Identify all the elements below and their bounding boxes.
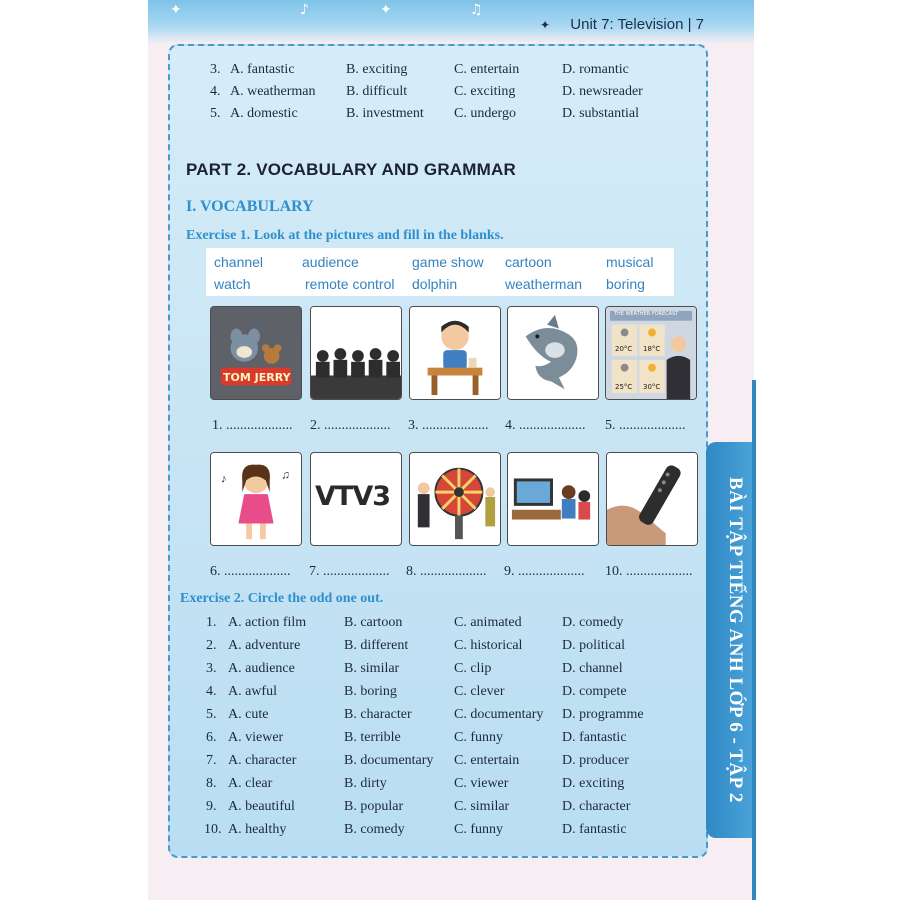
answer-blank[interactable]: 10. ................... <box>605 564 693 579</box>
picture-bored-boy <box>409 306 501 400</box>
temperature-label: 30°C <box>643 383 661 391</box>
picture-remote-control <box>606 452 698 546</box>
part-title: PART 2. VOCABULARY AND GRAMMAR <box>186 160 516 179</box>
word-item: channel <box>214 254 264 270</box>
word-item: game show <box>412 254 484 270</box>
answer-blank[interactable]: 4. ................... <box>505 418 586 433</box>
star-icon: ✦ <box>380 2 392 18</box>
tom-jerry-logo: TOM JERRY <box>223 371 291 384</box>
music-note-icon: ♪ <box>300 2 309 18</box>
word-item: dolphin <box>412 276 458 292</box>
exercise-1-title: Exercise 1. Look at the pictures and fill in the blanks. <box>186 228 504 243</box>
star-icon: ✦ <box>540 18 551 32</box>
answer-blank[interactable]: 9. ................... <box>504 564 585 579</box>
forecast-title: THE WEATHER FORECAST <box>614 311 679 317</box>
vtv3-logo: VTV3 <box>315 481 390 512</box>
temperature-label: 18°C <box>643 345 661 353</box>
side-strip <box>752 380 756 900</box>
temperature-label: 25°C <box>615 383 633 391</box>
answer-blank[interactable]: 1. ................... <box>212 418 293 433</box>
picture-weatherman <box>605 306 697 400</box>
picture-musical-girl <box>210 452 302 546</box>
word-item: boring <box>606 276 645 292</box>
answer-blank[interactable]: 5. ................... <box>605 418 686 433</box>
answer-blank[interactable]: 6. ................... <box>210 564 291 579</box>
word-item: weatherman <box>505 276 583 292</box>
answer-blank[interactable]: 3. ................... <box>408 418 489 433</box>
answer-blank[interactable]: 2. ................... <box>310 418 391 433</box>
star-icon: ✦ <box>170 2 182 18</box>
picture-game-show <box>409 452 501 546</box>
word-item: remote control <box>305 276 395 292</box>
word-item: audience <box>302 254 359 270</box>
svg-text:♪: ♪ <box>220 472 227 486</box>
svg-text:♫: ♫ <box>281 468 291 482</box>
picture-watching-tv <box>507 452 599 546</box>
answer-blank[interactable]: 7. ................... <box>309 564 390 579</box>
exercise-2-title: Exercise 2. Circle the odd one out. <box>180 591 384 606</box>
picture-audience <box>310 306 402 400</box>
picture-vtv3-channel <box>310 452 402 546</box>
book-series-label: BÀI TẬP TIẾNG ANH LỚP 6 - TẬP 2 <box>725 477 746 803</box>
section-title: I. VOCABULARY <box>186 198 314 215</box>
answer-blank[interactable]: 8. ................... <box>406 564 487 579</box>
word-item: watch <box>214 276 251 292</box>
picture-dolphin <box>507 306 599 400</box>
word-item: cartoon <box>505 254 552 270</box>
picture-tom-and-jerry <box>210 306 302 400</box>
word-item: musical <box>606 254 654 270</box>
unit-title: Unit 7: Television | 7 <box>570 16 704 33</box>
music-note-icon: ♫ <box>470 2 483 18</box>
temperature-label: 20°C <box>615 345 633 353</box>
